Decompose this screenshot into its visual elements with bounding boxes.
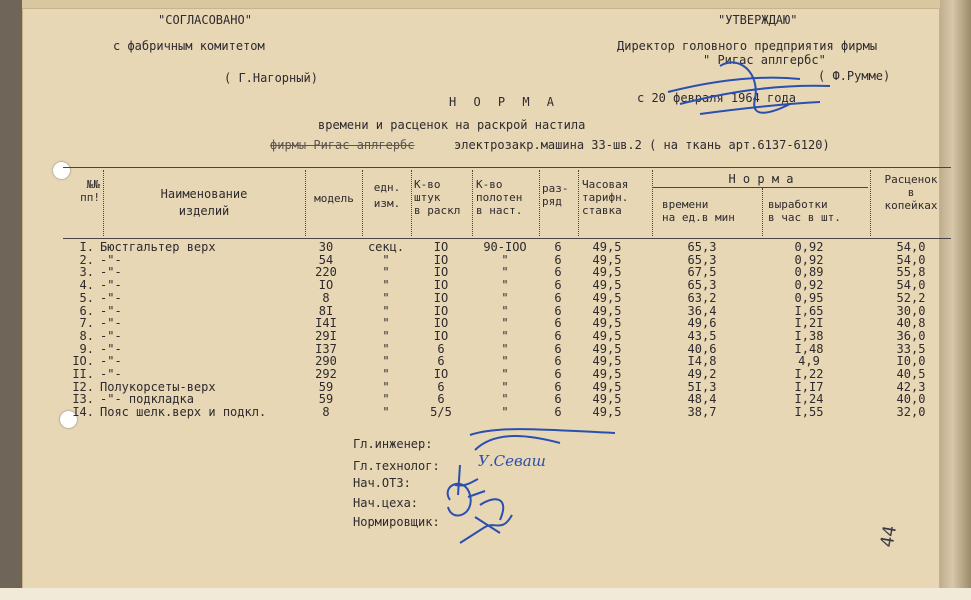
cell-time: 67,5: [687, 265, 717, 280]
col-header-grade: раз- ряд: [542, 182, 569, 208]
cell-grade: 6: [554, 354, 562, 369]
cell-name: -"-: [100, 341, 122, 356]
cell-time: 38,7: [687, 405, 717, 420]
cell-model: 30: [318, 240, 334, 254]
col-header-model: модель: [314, 192, 354, 205]
cell-grade: 6: [554, 265, 562, 280]
col-header-layers: К-во полотен в наст.: [476, 178, 523, 217]
cell-unit: ": [382, 392, 390, 407]
cell-output: I,2I: [794, 316, 824, 331]
cell-n: 4.: [79, 278, 94, 293]
cell-model: 8: [322, 290, 330, 305]
cell-grade: 6: [554, 392, 562, 407]
cell-unit: ": [382, 405, 390, 420]
cell-output: 0,92: [794, 278, 824, 293]
cell-pieces: 6: [437, 354, 445, 369]
title-line1: времени и расценок на раскрой настила: [318, 118, 586, 132]
cell-grade: 6: [554, 278, 562, 293]
cell-n: 6.: [79, 303, 94, 318]
cell-pieces: IO: [433, 328, 449, 343]
cell-time: 48,4: [687, 392, 717, 407]
cell-rate: 49,5: [592, 367, 622, 381]
cell-n: I2.: [72, 379, 94, 394]
cell-pieces: IO: [433, 240, 449, 254]
cell-rate: 49,5: [592, 240, 622, 254]
cell-layers: ": [501, 303, 509, 318]
cell-time: 49,6: [687, 316, 717, 331]
director-signature: [660, 44, 840, 124]
cell-pieces: IO: [433, 290, 449, 305]
cell-output: 0,95: [794, 290, 824, 305]
col-header-pieces: К-во штук в раскл: [414, 178, 461, 217]
cell-grade: 6: [554, 405, 562, 420]
cell-model: 220: [315, 265, 337, 280]
cell-price: 42,3: [896, 379, 926, 394]
left-stamp-line: с фабричным комитетом: [113, 39, 265, 53]
col-sep: [870, 170, 871, 236]
cell-output: I,65: [794, 303, 824, 318]
cell-model: 59: [318, 392, 334, 407]
right-stamp-line: Директор головного предприятия фирмы: [617, 39, 878, 53]
cell-rate: 49,5: [592, 354, 622, 369]
cell-layers: ": [501, 405, 509, 420]
cell-time: 43,5: [687, 328, 717, 343]
cell-name: Бюстгальтер верх: [100, 240, 216, 254]
cell-rate: 49,5: [592, 316, 622, 331]
cell-time: 65,3: [687, 252, 717, 267]
col-sep: [578, 170, 579, 236]
col-sep: [472, 170, 473, 236]
cell-grade: 6: [554, 290, 562, 305]
cell-pieces: 6: [437, 379, 445, 394]
cell-name: -"-: [100, 328, 122, 343]
cell-name: Полукорсеты-верх: [100, 379, 216, 394]
cell-name: -"-: [100, 265, 122, 280]
cell-layers: ": [501, 379, 509, 394]
cell-rate: 49,5: [592, 252, 622, 267]
cell-model: 59: [318, 379, 334, 394]
cell-time: 49,2: [687, 367, 717, 381]
label-chief-engineer: Гл.инженер:: [353, 437, 433, 451]
cell-pieces: IO: [433, 367, 449, 381]
cell-output: 4,9: [798, 354, 820, 369]
title-overstrike: фирмы Ригас аплгербс: [270, 138, 415, 152]
document-heading: Н О Р М А: [449, 95, 560, 109]
cell-name: -"- подкладка: [100, 392, 194, 407]
cell-model: 54: [318, 252, 334, 267]
cell-unit: ": [382, 252, 390, 267]
cell-n: 2.: [79, 252, 94, 267]
cell-name: Пояс шелк.верх и подкл.: [100, 405, 267, 420]
cell-n: IO.: [72, 354, 94, 369]
cell-name: -"-: [100, 367, 122, 381]
cell-n: II.: [72, 367, 94, 381]
cell-rate: 49,5: [592, 290, 622, 305]
cell-time: I4,8: [687, 354, 717, 369]
cell-rate: 49,5: [592, 379, 622, 394]
label-head-shop: Нач.цеха:: [353, 496, 419, 510]
cell-unit: ": [382, 354, 390, 369]
col-sep: [411, 170, 412, 236]
cell-layers: ": [501, 328, 509, 343]
cell-name: -"-: [100, 316, 122, 331]
cell-n: 9.: [79, 341, 94, 356]
cell-grade: 6: [554, 367, 562, 381]
cell-rate: 49,5: [592, 278, 622, 293]
approval-date: с 20 февраля 1964 года: [637, 91, 796, 105]
cell-unit: ": [382, 316, 390, 331]
left-signer-name: ( Г.Нагорный): [224, 71, 318, 85]
cell-pieces: IO: [433, 303, 449, 318]
cell-layers: ": [501, 316, 509, 331]
col-header-unit: едн. изм.: [373, 181, 401, 210]
cell-price: 30,0: [896, 303, 926, 318]
cell-grade: 6: [554, 240, 562, 254]
cell-unit: ": [382, 290, 390, 305]
cell-pieces: 6: [437, 392, 445, 407]
cell-rate: 49,5: [592, 265, 622, 280]
cell-price: 54,0: [896, 252, 926, 267]
table-header-rule: [63, 238, 951, 239]
cell-model: 290: [315, 354, 337, 369]
punch-hole-top: [53, 162, 70, 179]
cell-price: I0,0: [896, 354, 926, 369]
cell-n: I.: [79, 240, 94, 254]
label-head-ots: Нач.ОТЗ:: [353, 476, 411, 490]
norma-sub-rule: [652, 187, 868, 188]
cell-price: 52,2: [896, 290, 926, 305]
handwritten-signatures: [440, 425, 630, 555]
cell-n: 8.: [79, 328, 94, 343]
col-header-output: выработки в час в шт.: [768, 198, 841, 224]
cell-output: 0,92: [794, 252, 824, 267]
cell-grade: 6: [554, 379, 562, 394]
cell-layers: ": [501, 265, 509, 280]
cell-layers: ": [501, 341, 509, 356]
cell-model: I37: [315, 341, 337, 356]
table-top-rule: [63, 167, 951, 168]
cell-rate: 49,5: [592, 328, 622, 343]
cell-model: I4I: [315, 316, 337, 331]
cell-pieces: IO: [433, 278, 449, 293]
cell-layers: ": [501, 367, 509, 381]
right-stamp: "УТВЕРЖДАЮ": [718, 13, 798, 27]
cell-layers: ": [501, 278, 509, 293]
right-signer-name: ( Ф.Румме): [818, 69, 891, 83]
cell-layers: ": [501, 290, 509, 305]
cell-grade: 6: [554, 341, 562, 356]
col-header-rate: Часовая тарифн. ставка: [582, 178, 629, 217]
cell-pieces: 6: [437, 341, 445, 356]
col-sep: [762, 188, 763, 236]
cell-name: -"-: [100, 278, 122, 293]
cell-n: 7.: [79, 316, 94, 331]
cell-output: I,38: [794, 328, 824, 343]
cell-time: 65,3: [687, 240, 717, 254]
cell-output: 0,92: [794, 240, 824, 254]
cell-output: I,I7: [794, 379, 824, 394]
col-header-name: Наименование изделий: [160, 187, 248, 218]
label-normer: Нормировщик:: [353, 515, 440, 529]
label-chief-technologist: Гл.технолог:: [353, 459, 440, 473]
cell-n: I3.: [72, 392, 94, 407]
cell-rate: 49,5: [592, 341, 622, 356]
cell-pieces: IO: [433, 316, 449, 331]
bottom-margin: [0, 588, 971, 600]
cell-name: -"-: [100, 354, 122, 369]
cell-n: 5.: [79, 290, 94, 305]
cell-grade: 6: [554, 316, 562, 331]
cell-unit: ": [382, 265, 390, 280]
cell-unit: ": [382, 367, 390, 381]
cell-price: 32,0: [896, 405, 926, 420]
cell-rate: 49,5: [592, 405, 622, 420]
cell-model: IO: [318, 278, 334, 293]
cell-output: I,48: [794, 341, 824, 356]
cell-name: -"-: [100, 290, 122, 305]
cell-model: 8: [322, 405, 330, 420]
col-sep: [362, 170, 363, 236]
col-header-time: времени на ед.в мин: [662, 198, 735, 224]
cell-grade: 6: [554, 252, 562, 267]
cell-pieces: IO: [433, 252, 449, 267]
cell-model: 8I: [318, 303, 334, 318]
cell-price: 40,5: [896, 367, 926, 381]
cell-unit: секц.: [367, 240, 405, 254]
technologist-signature: У.Севаш: [478, 452, 546, 470]
cell-unit: ": [382, 278, 390, 293]
cell-unit: ": [382, 328, 390, 343]
col-header-norma: Н о р м а: [728, 172, 794, 186]
cell-layers: ": [501, 354, 509, 369]
cell-unit: ": [382, 341, 390, 356]
cell-layers: 90-IOO: [483, 240, 527, 254]
cell-model: 29I: [315, 328, 337, 343]
col-sep: [103, 170, 104, 236]
cell-grade: 6: [554, 303, 562, 318]
cell-price: 33,5: [896, 341, 926, 356]
page-number-mark: 44: [876, 523, 902, 550]
cell-price: 40,8: [896, 316, 926, 331]
cell-output: I,55: [794, 405, 824, 420]
right-stamp-line2: " Ригас аплгербс": [703, 53, 826, 67]
col-header-num: №№ пп!: [80, 178, 100, 204]
cell-layers: ": [501, 252, 509, 267]
cell-time: 36,4: [687, 303, 717, 318]
col-sep: [652, 170, 653, 236]
cell-output: 0,89: [794, 265, 824, 280]
cell-time: 63,2: [687, 290, 717, 305]
cell-grade: 6: [554, 328, 562, 343]
cell-time: 40,6: [687, 341, 717, 356]
cell-time: 5I,3: [687, 379, 717, 394]
col-sep: [539, 170, 540, 236]
left-stamp: "СОГЛАСОВАНО": [158, 13, 252, 27]
cell-n: 3.: [79, 265, 94, 280]
cell-price: 40,0: [896, 392, 926, 407]
cell-layers: ": [501, 392, 509, 407]
cell-n: I4.: [72, 405, 94, 420]
title-line2: электрозакр.машина 33-шв.2 ( на ткань арт.6137-6120): [454, 138, 830, 152]
cell-rate: 49,5: [592, 392, 622, 407]
cell-pieces: 5/5: [430, 405, 452, 420]
cell-price: 54,0: [896, 240, 926, 254]
cell-output: I,24: [794, 392, 824, 407]
cell-output: I,22: [794, 367, 824, 381]
cell-rate: 49,5: [592, 303, 622, 318]
cell-price: 55,8: [896, 265, 926, 280]
cell-pieces: IO: [433, 265, 449, 280]
cell-unit: ": [382, 303, 390, 318]
cell-time: 65,3: [687, 278, 717, 293]
cell-name: -"-: [100, 252, 122, 267]
col-header-price: Расценок в копейках: [884, 173, 938, 212]
cell-price: 36,0: [896, 328, 926, 343]
cell-unit: ": [382, 379, 390, 394]
cell-model: 292: [315, 367, 337, 381]
cell-name: -"-: [100, 303, 122, 318]
cell-price: 54,0: [896, 278, 926, 293]
